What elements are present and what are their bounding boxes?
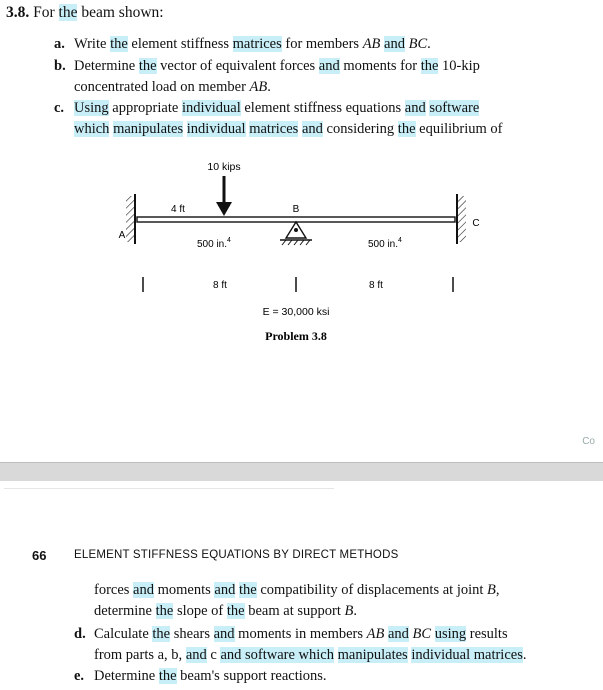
- problem-number: 3.8.: [6, 4, 30, 21]
- page-divider: [0, 462, 603, 481]
- problem-heading: 3.8. For the beam shown:: [6, 4, 164, 21]
- continuation-marker: Co: [582, 436, 595, 447]
- node-a-label: A: [118, 230, 126, 241]
- item-c: c. Using appropriate individual element stiffness equations and software which manipulates individual matrices and considering the equilibrium of: [54, 100, 503, 137]
- load-offset-label: 4 ft: [171, 204, 185, 215]
- pin-support-b: [280, 222, 312, 245]
- span-ab-label: 8 ft: [213, 280, 227, 291]
- item-b: b. Determine the vector of equivalent forces and moments for the 10-kip concentrated load on member AB.: [54, 58, 480, 95]
- span-bc-label: 8 ft: [369, 280, 383, 291]
- page-number: 66: [32, 548, 47, 563]
- inertia-bc-label: 500 in.$^4$: [368, 237, 402, 250]
- fixed-support-a: [126, 194, 135, 244]
- fixed-support-c: [457, 194, 466, 244]
- beam-figure: [0, 150, 603, 360]
- item-d: d. Calculate the shears and moments in members AB and BC using results from parts a, b, and c and software which manipulates individual matrices.: [74, 626, 527, 663]
- modulus-label: E = 30,000 ksi: [262, 306, 330, 318]
- node-c-label: C: [472, 218, 480, 229]
- point-load-arrow: [216, 176, 232, 216]
- item-a: a. Write the element stiffness matrices for members AB and BC.: [54, 36, 431, 52]
- inertia-ab-label: 500 in.$^4$: [197, 237, 231, 250]
- item-c-continued: forces and moments and the compatibility of displacements at joint B, determine the slope of the beam at support B.: [94, 582, 500, 619]
- load-label: 10 kips: [207, 161, 241, 173]
- item-e: e. Determine the beam's support reactions.: [74, 668, 327, 684]
- faint-rule: [4, 488, 334, 489]
- figure-caption: Problem 3.8: [265, 329, 327, 343]
- running-head: ELEMENT STIFFNESS EQUATIONS BY DIRECT METHODS: [74, 549, 399, 561]
- node-b-label: B: [292, 204, 300, 215]
